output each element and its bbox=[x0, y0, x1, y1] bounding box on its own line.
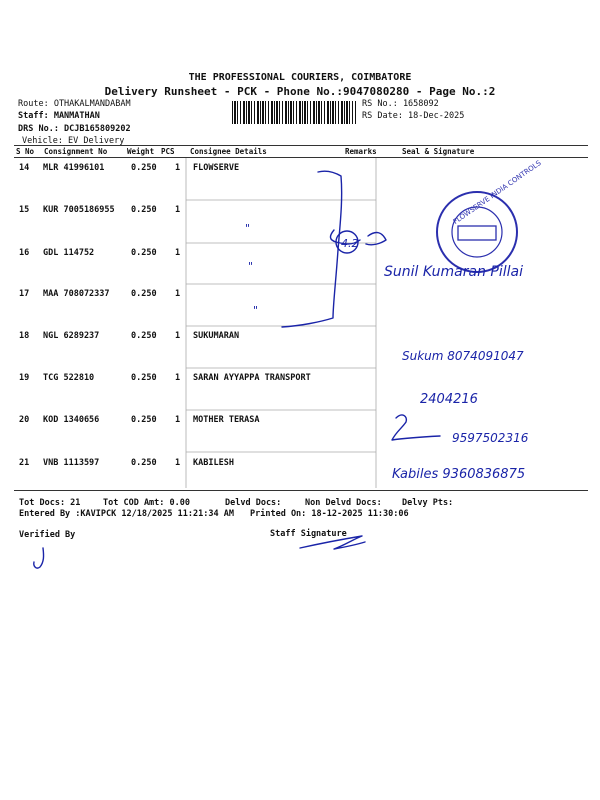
row-sno: 19 bbox=[19, 373, 30, 383]
ditto-16: " bbox=[248, 260, 254, 273]
col-seal-signature: Seal & Signature bbox=[402, 147, 475, 156]
delivered-docs: Delvd Docs: bbox=[225, 498, 282, 508]
rs-date: RS Date: 18-Dec-2025 bbox=[362, 111, 465, 121]
row-sno: 14 bbox=[19, 163, 30, 173]
row-weight: 0.250 bbox=[131, 289, 157, 299]
row-consignee: KABILESH bbox=[193, 458, 234, 468]
staff-signature: Staff Signature bbox=[270, 529, 347, 539]
row-consignee: SARAN AYYAPPA TRANSPORT bbox=[193, 373, 311, 383]
row-consignment: TCG 522810 bbox=[43, 373, 95, 383]
signature-row-18: Sukum 8074091047 bbox=[402, 349, 524, 363]
col-pcs: PCS bbox=[161, 147, 175, 156]
rs-number: RS No.: 1658092 bbox=[362, 99, 439, 109]
row-sno: 15 bbox=[19, 205, 30, 215]
row-weight: 0.250 bbox=[131, 248, 157, 258]
col-remarks: Remarks bbox=[345, 147, 377, 156]
col-sno: S No bbox=[16, 147, 35, 156]
printed-on: Printed On: 18-12-2025 11:30:06 bbox=[250, 509, 409, 519]
col-consignment: Consignment No bbox=[44, 147, 108, 156]
total-docs: Tot Docs: 21 bbox=[19, 498, 81, 508]
row-sno: 20 bbox=[19, 415, 30, 425]
signature-row-19: 2404216 bbox=[420, 392, 478, 407]
col-consignee: Consignee Details bbox=[190, 147, 267, 156]
row-weight: 0.250 bbox=[131, 205, 157, 215]
row-weight: 0.250 bbox=[131, 415, 157, 425]
bracket-number: 4.2 bbox=[341, 237, 359, 250]
col-weight: Weight bbox=[127, 147, 155, 156]
verified-signature-stroke bbox=[34, 548, 44, 568]
row-consignment: GDL 114752 bbox=[43, 248, 95, 258]
delivery-points: Delvy Pts: bbox=[402, 498, 454, 508]
row-consignment: VNB 1113597 bbox=[43, 458, 100, 468]
row-pcs: 1 bbox=[175, 373, 181, 383]
signature-row-21: Kabiles 9360836875 bbox=[392, 467, 526, 482]
row-sno: 18 bbox=[19, 331, 30, 341]
row-weight: 0.250 bbox=[131, 373, 157, 383]
ditto-17: " bbox=[253, 304, 259, 317]
row-pcs: 1 bbox=[175, 331, 181, 341]
verified-by: Verified By bbox=[19, 530, 76, 540]
row-pcs: 1 bbox=[175, 248, 181, 258]
row-consignee: FLOWSERVE bbox=[193, 163, 240, 173]
row-pcs: 1 bbox=[175, 205, 181, 215]
non-delivered-docs: Non Delvd Docs: bbox=[305, 498, 382, 508]
row-consignment: KOD 1340656 bbox=[43, 415, 100, 425]
row-pcs: 1 bbox=[175, 458, 181, 468]
signature-row-20: 9597502316 bbox=[452, 431, 529, 445]
vehicle-label: Vehicle: EV Delivery bbox=[22, 136, 125, 146]
signature-sunil: Sunil Kumaran Pillai bbox=[384, 264, 523, 280]
row-weight: 0.250 bbox=[131, 163, 157, 173]
stamp-text: FLOWSERVE INDIA CONTROLS bbox=[451, 159, 543, 226]
row-weight: 0.250 bbox=[131, 458, 157, 468]
ditto-15: " bbox=[245, 222, 251, 235]
row-consignee: MOTHER TERASA bbox=[193, 415, 260, 425]
row-consignment: NGL 6289237 bbox=[43, 331, 100, 341]
entered-by: Entered By :KAVIPCK 12/18/2025 11:21:34 AM bbox=[19, 509, 234, 519]
row-consignment: MLR 41996101 bbox=[43, 163, 105, 173]
row-sno: 17 bbox=[19, 289, 30, 299]
drs-number: DRS No.: DCJB165809202 bbox=[18, 124, 131, 134]
row-pcs: 1 bbox=[175, 415, 181, 425]
row-consignment: KUR 7005186955 bbox=[43, 205, 115, 215]
row-consignee: SUKUMARAN bbox=[193, 331, 240, 341]
row-sno: 21 bbox=[19, 458, 30, 468]
runsheet-title: Delivery Runsheet - PCK - Phone No.:9047080280 - Page No.:2 bbox=[104, 85, 496, 98]
bracket-stroke bbox=[282, 171, 342, 327]
row-pcs: 1 bbox=[175, 163, 181, 173]
staff-label: Staff: MANMATHAN bbox=[18, 111, 100, 121]
row-consignment: MAA 708072337 bbox=[43, 289, 110, 299]
row-weight: 0.250 bbox=[131, 331, 157, 341]
company-name: THE PROFESSIONAL COURIERS, COIMBATORE bbox=[188, 72, 412, 83]
staff-signature-stroke bbox=[300, 536, 365, 549]
total-cod: Tot COD Amt: 0.00 bbox=[103, 498, 190, 508]
row-pcs: 1 bbox=[175, 289, 181, 299]
route-label: Route: OTHAKALMANDABAM bbox=[18, 99, 131, 109]
row-sno: 16 bbox=[19, 248, 30, 258]
